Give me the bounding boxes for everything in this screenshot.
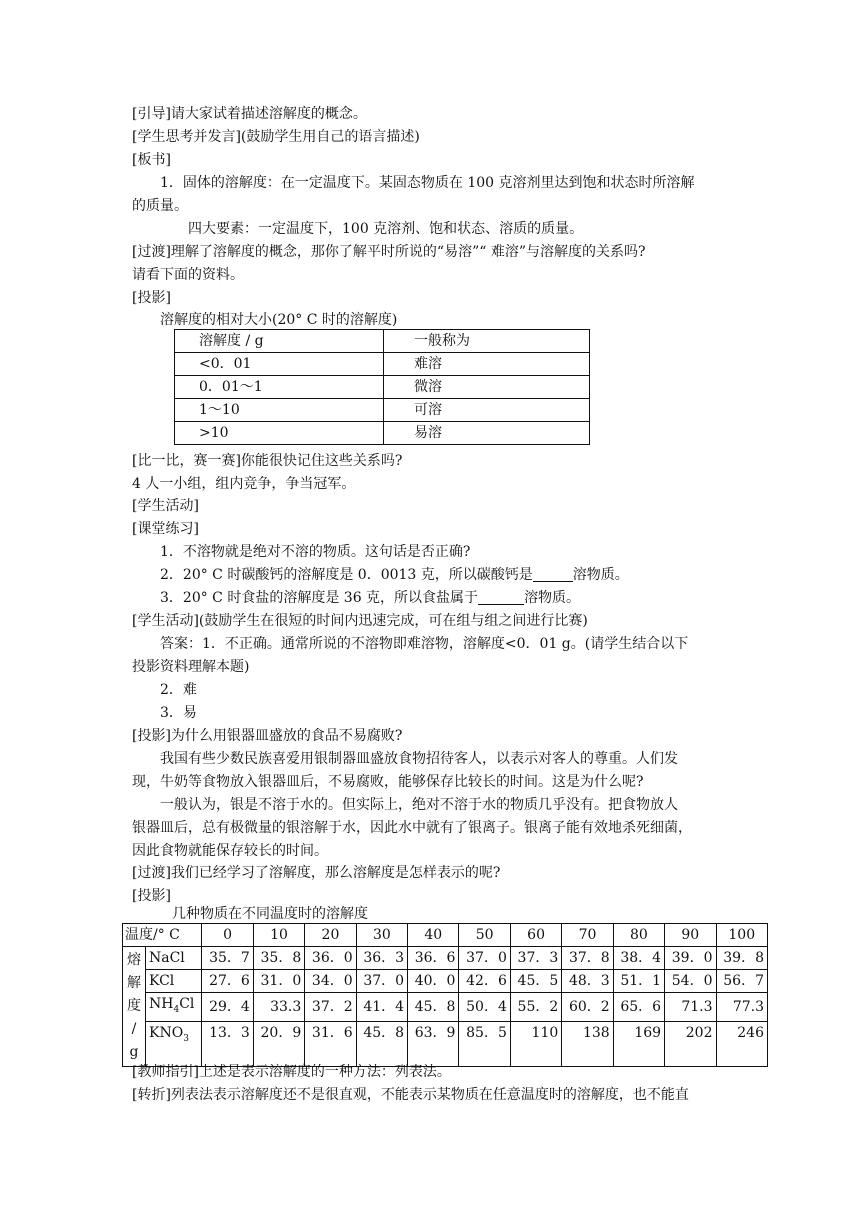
text-line: [投影]为什么用银器皿盛放的食品不易腐败?	[132, 728, 403, 744]
table-cell: 37．0	[356, 970, 407, 993]
answer-blank	[533, 567, 573, 582]
text-line: [过渡]我们已经学习了溶解度，那么溶解度是怎样表示的呢?	[132, 865, 501, 881]
table-header-cell: 10	[253, 924, 304, 947]
table-cell: 45．8	[356, 1021, 407, 1066]
question-text: 2．20° C 时碳酸钙的溶解度是 0．0013 克，所以碳酸钙是	[160, 567, 533, 583]
table-cell: 39．8	[716, 947, 768, 970]
question-text: 3．20° C 时食盐的溶解度是 36 克，所以食盐属于	[160, 590, 479, 606]
answer-blank	[478, 590, 524, 605]
table-row	[123, 924, 768, 947]
table-cell: 29．4	[202, 993, 253, 1022]
text-line: [投影]	[132, 290, 171, 306]
table-cell: 37．0	[459, 947, 510, 970]
table-row	[123, 947, 768, 970]
question-line	[160, 566, 629, 584]
table-header-cell: 80	[613, 924, 664, 947]
table-row	[175, 399, 590, 422]
text-line: [学生活动]	[132, 498, 199, 514]
table-cell: 37．3	[510, 947, 561, 970]
table-cell: 可溶	[384, 399, 590, 422]
table-cell: 难溶	[384, 353, 590, 376]
table-row	[175, 353, 590, 376]
table-cell: 202	[665, 1021, 716, 1066]
text-line: 的质量。	[132, 198, 188, 214]
table-cell: 54．0	[665, 970, 716, 993]
formula-main: KNO	[149, 1024, 184, 1041]
table-cell: 60．2	[562, 993, 613, 1022]
table-cell: 20．9	[253, 1021, 304, 1066]
table-cell: 65．6	[613, 993, 664, 1022]
solubility-temperature-table	[122, 923, 768, 1067]
text-line: 因此食物就能保存较长的时间。	[132, 843, 328, 859]
substance-name	[146, 993, 202, 1022]
question-text: 溶物质。	[524, 590, 581, 606]
table-cell: 36．3	[356, 947, 407, 970]
table-cell: 37．8	[562, 947, 613, 970]
formula-subscript: 4	[173, 1004, 180, 1015]
table-cell: 1～10	[175, 399, 384, 422]
table-cell: >10	[175, 422, 384, 445]
side-label-char: 解	[127, 974, 141, 991]
table-cell: 55．2	[510, 993, 561, 1022]
text-line: [板书]	[132, 152, 171, 168]
table-header-cell: 溶解度 / g	[175, 330, 384, 353]
table-row	[123, 970, 768, 993]
text-line: 1．固体的溶解度：在一定温度下。某固态物质在 100 克溶剂里达到饱和状态时所溶解	[160, 175, 695, 191]
text-line: [比一比，赛一赛]你能很快记住这些关系吗?	[132, 453, 403, 469]
text-line: 1．不溶物就是绝对不溶的物质。这句话是否正确?	[160, 544, 471, 560]
solubility-class-table	[174, 329, 590, 445]
table-cell: 51．1	[613, 970, 664, 993]
table-cell: 13．3	[202, 1021, 253, 1066]
table-cell: 38．4	[613, 947, 664, 970]
table-cell: 微溶	[384, 376, 590, 399]
table-row	[175, 330, 590, 353]
table-cell: 71.3	[665, 993, 716, 1022]
text-line: 请看下面的资料。	[132, 267, 244, 283]
table-header-cell: 40	[408, 924, 459, 947]
table-row	[175, 422, 590, 445]
table-cell: 85．5	[459, 1021, 510, 1066]
table-cell: 35．7	[202, 947, 253, 970]
substance-name: NaCl	[146, 947, 202, 970]
table-cell: 27．6	[202, 970, 253, 993]
formula-main: NH	[149, 996, 174, 1012]
table-cell: 110	[510, 1021, 561, 1066]
text-line: 四大要素：一定温度下，100 克溶剂、饱和状态、溶质的质量。	[188, 221, 584, 237]
table-cell: 31．0	[253, 970, 304, 993]
question-line	[160, 589, 580, 607]
table-row	[175, 376, 590, 399]
table-cell: 63．9	[408, 1021, 459, 1066]
text-line: 答案：1．不正确。通常所说的不溶物即难溶物，溶解度<0．01 g。(请学生结合以下	[160, 636, 689, 652]
table-cell: 31．6	[305, 1021, 356, 1066]
table-caption: 溶解度的相对大小(20° C 时的溶解度)	[160, 312, 398, 328]
table-caption: 几种物质在不同温度时的溶解度	[172, 906, 368, 922]
table-header-cell: 20	[305, 924, 356, 947]
text-line: 4 人一小组，组内竞争，争当冠军。	[132, 476, 356, 492]
table-cell: 34．0	[305, 970, 356, 993]
text-line: [课堂练习]	[132, 521, 199, 537]
table-cell: 35．8	[253, 947, 304, 970]
table-header-cell: 温度/° C	[123, 924, 202, 947]
text-line: [学生思考并发言](鼓励学生用自己的语言描述)	[132, 129, 420, 145]
table-cell: 77.3	[716, 993, 768, 1022]
text-line: 投影资料理解本题)	[132, 659, 250, 675]
text-line: [投影]	[132, 888, 171, 904]
side-label	[123, 947, 146, 1067]
question-text: 溶物质。	[572, 567, 629, 583]
table-header-cell: 50	[459, 924, 510, 947]
table-header-cell: 一般称为	[384, 330, 590, 353]
text-line: 一般认为，银是不溶于水的。但实际上，绝对不溶于水的物质几乎没有。把食物放人	[160, 797, 678, 813]
table-cell: 40．0	[408, 970, 459, 993]
text-line: 2．难	[160, 682, 197, 698]
side-label-char: /	[131, 1020, 137, 1037]
table-cell: 33.3	[253, 993, 304, 1022]
text-line: 我国有些少数民族喜爱用银制器皿盛放食物招待客人，以表示对客人的尊重。人们发	[160, 751, 678, 767]
table-cell: 138	[562, 1021, 613, 1066]
text-line: [引导]请大家试着描述溶解度的概念。	[132, 106, 367, 122]
table-cell: 246	[716, 1021, 768, 1066]
text-line: [学生活动](鼓励学生在很短的时间内迅速完成，可在组与组之间进行比赛)	[132, 613, 588, 629]
table-cell: 0．01～1	[175, 376, 384, 399]
table-cell: 易溶	[384, 422, 590, 445]
formula-subscript: 3	[183, 1033, 189, 1044]
table-cell: 36．6	[408, 947, 459, 970]
substance-name	[146, 1021, 202, 1066]
text-line: 3．易	[160, 705, 197, 721]
table-cell: 48．3	[562, 970, 613, 993]
table-row	[123, 1021, 768, 1066]
text-line: 现，牛奶等食物放入银器皿后，不易腐败，能够保存比较长的时间。这是为什么呢?	[132, 774, 644, 790]
table-cell: 37．2	[305, 993, 356, 1022]
table-cell: 50．4	[459, 993, 510, 1022]
table-cell: 169	[613, 1021, 664, 1066]
side-label-char: 度	[127, 997, 141, 1014]
side-label-char: g	[129, 1043, 139, 1060]
table-cell: 39．0	[665, 947, 716, 970]
side-label-char: 熔	[127, 951, 141, 968]
table-cell: 42．6	[459, 970, 510, 993]
table-cell: <0．01	[175, 353, 384, 376]
table-cell: 41．4	[356, 993, 407, 1022]
table-header-cell: 100	[716, 924, 768, 947]
table-header-cell: 30	[356, 924, 407, 947]
table-row	[123, 993, 768, 1022]
table-cell: 56．7	[716, 970, 768, 993]
table-header-cell: 90	[665, 924, 716, 947]
substance-name: KCl	[146, 970, 202, 993]
text-line: 银器皿后，总有极微量的银溶解于水，因此水中就有了银离子。银离子能有效地杀死细菌，	[132, 820, 692, 836]
table-header-cell: 60	[510, 924, 561, 947]
table-header-cell: 0	[202, 924, 253, 947]
text-line: [过渡]理解了溶解度的概念，那你了解平时所说的“易溶”“ 难溶”与溶解度的关系吗?	[132, 244, 646, 260]
table-cell: 45．5	[510, 970, 561, 993]
formula-tail: Cl	[179, 996, 195, 1012]
table-header-cell: 70	[562, 924, 613, 947]
table-cell: 36．0	[305, 947, 356, 970]
table-cell: 45．8	[408, 993, 459, 1022]
text-line: [教师指引]上述是表示溶解度的一种方法：列表法。	[132, 1064, 451, 1080]
text-line: [转折]列表法表示溶解度还不是很直观，不能表示某物质在任意温度时的溶解度，也不能直	[132, 1087, 689, 1103]
